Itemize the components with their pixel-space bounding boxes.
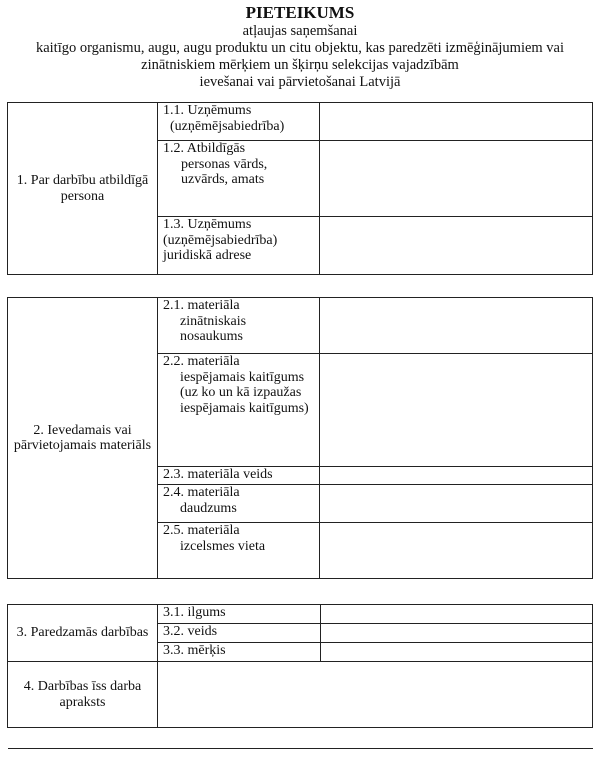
field-2-1-label: 2.1. materiāla zinātniskais nosaukums bbox=[158, 298, 320, 354]
section-3-title: 3. Paredzamās darbības bbox=[8, 605, 158, 662]
field-1-2-input[interactable] bbox=[320, 141, 593, 217]
field-2-4-input[interactable] bbox=[320, 485, 593, 523]
field-2-3-input[interactable] bbox=[320, 467, 593, 485]
section-4-title: 4. Darbības īss darba apraksts bbox=[8, 662, 158, 728]
subtitle-line-4: ievešanai vai pārvietošanai Latvijā bbox=[199, 74, 401, 90]
section-3-4-table bbox=[7, 604, 593, 728]
bottom-divider bbox=[8, 748, 593, 749]
section-2-title: 2. Ievedamais vai pārvietojamais materiāls bbox=[8, 298, 158, 579]
field-2-5-input[interactable] bbox=[320, 523, 593, 579]
field-2-4-label: 2.4. materiāla daudzums bbox=[158, 485, 320, 523]
field-1-1-label: 1.1. Uzņēmums (uzņēmējsabiedrība) bbox=[158, 103, 320, 141]
field-2-2-label: 2.2. materiāla iespējamais kaitīgums (uz ko un kā izpaužas iespējamais kaitīgums) bbox=[158, 354, 320, 467]
field-2-1-input[interactable] bbox=[320, 298, 593, 354]
field-4-input[interactable] bbox=[158, 662, 593, 728]
subtitle-line-2: kaitīgo organismu, augu, augu produktu un citu objektu, kas paredzēti izmēģinājumiem vai bbox=[35, 40, 565, 56]
section-1-title: 1. Par darbību atbildīgā persona bbox=[8, 103, 158, 275]
field-2-3-label: 2.3. materiāla veids bbox=[158, 467, 320, 485]
section-1-table bbox=[7, 102, 593, 275]
field-1-3-input[interactable] bbox=[320, 217, 593, 275]
field-2-5-label: 2.5. materiāla izcelsmes vieta bbox=[158, 523, 320, 579]
field-3-3-input[interactable] bbox=[321, 643, 593, 662]
field-1-2-label: 1.2. Atbildīgās personas vārds, uzvārds, amats bbox=[158, 141, 320, 217]
field-3-2-label: 3.2. veids bbox=[158, 624, 321, 643]
field-3-2-input[interactable] bbox=[321, 624, 593, 643]
field-2-2-input[interactable] bbox=[320, 354, 593, 467]
field-3-1-label: 3.1. ilgums bbox=[158, 605, 321, 624]
field-1-1-input[interactable] bbox=[320, 103, 593, 141]
field-3-1-input[interactable] bbox=[321, 605, 593, 624]
field-3-3-label: 3.3. mērķis bbox=[158, 643, 321, 662]
subtitle-line-3: zinātniskiem mērķiem un šķirņu selekcijas vajadzībām bbox=[141, 57, 459, 73]
section-2-table bbox=[7, 297, 593, 579]
form-title: PIETEIKUMS bbox=[245, 3, 355, 22]
subtitle-line-1: atļaujas saņemšanai bbox=[242, 23, 358, 39]
field-1-3-label: 1.3. Uzņēmums (uzņēmējsabiedrība) juridiskā adrese bbox=[158, 217, 320, 275]
